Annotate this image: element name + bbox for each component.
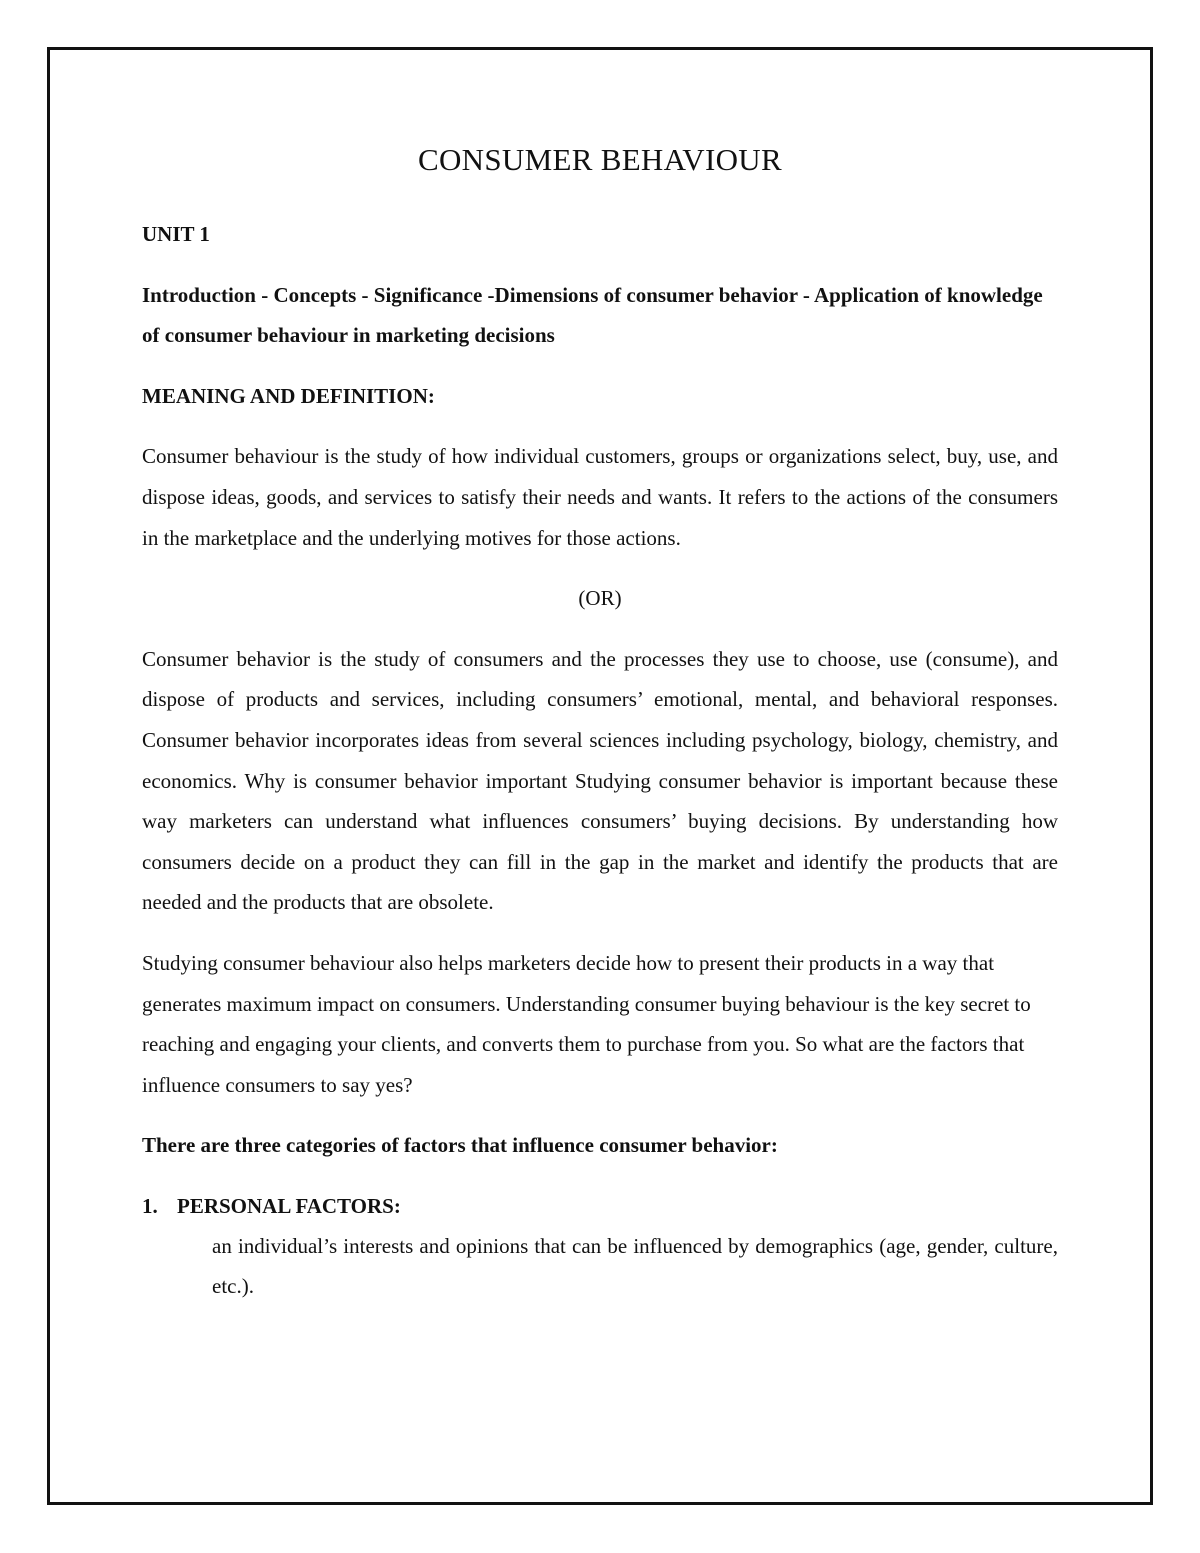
definition-paragraph-1: Consumer behaviour is the study of how individual customers, groups or organizations select, buy, use, and dispose ideas, goods, and services to satisfy their needs and wants. It refers to the actions of the consumers in the marketplace and the underlying motives for those actions. (142, 444, 1058, 550)
categories-heading: There are three categories of factors that influence consumer behavior: (142, 1133, 778, 1158)
document-body (142, 140, 1058, 1307)
definition-paragraph-2: Consumer behavior is the study of consumers and the processes they use to choose, use (consume), and dispose of products and services, including consumers’ emotional, mental, and behavioral responses. Consumer behavior incorporates ideas from several sciences including psychology, biology, chemistry, and economics. Why is consumer behavior important Studying consumer behavior is important because these way marketers can understand what influences consumers’ buying decisions. By understanding how consumers decide on a product they can fill in the gap in the market and identify the products that are needed and the products that are obsolete. (142, 646, 1058, 915)
meaning-heading: MEANING AND DEFINITION: (142, 383, 435, 408)
paragraph-3: Studying consumer behaviour also helps marketers decide how to present their products in a way that generates maximum impact on consumers. Understanding consumer buying behaviour is the key secret to reaching and engaging your clients, and converts them to purchase from you. So what are the factors that influence consumers to say yes? (142, 950, 1031, 1097)
unit-label: UNIT 1 (142, 222, 210, 246)
syllabus-topics: Introduction - Concepts - Significance -Dimensions of consumer behavior - Application of knowledge of consumer behaviour in marketing decisions (142, 282, 1043, 348)
or-separator: (OR) (578, 586, 622, 611)
list-item-body: an individual’s interests and opinions that can be influenced by demographics (age, gender, culture, etc.). (212, 1233, 1058, 1299)
list-item-number: 1. (142, 1193, 158, 1218)
list-item-heading (142, 1186, 1058, 1226)
list-item-title: PERSONAL FACTORS: (177, 1193, 401, 1218)
document-title: CONSUMER BEHAVIOUR (418, 142, 782, 177)
